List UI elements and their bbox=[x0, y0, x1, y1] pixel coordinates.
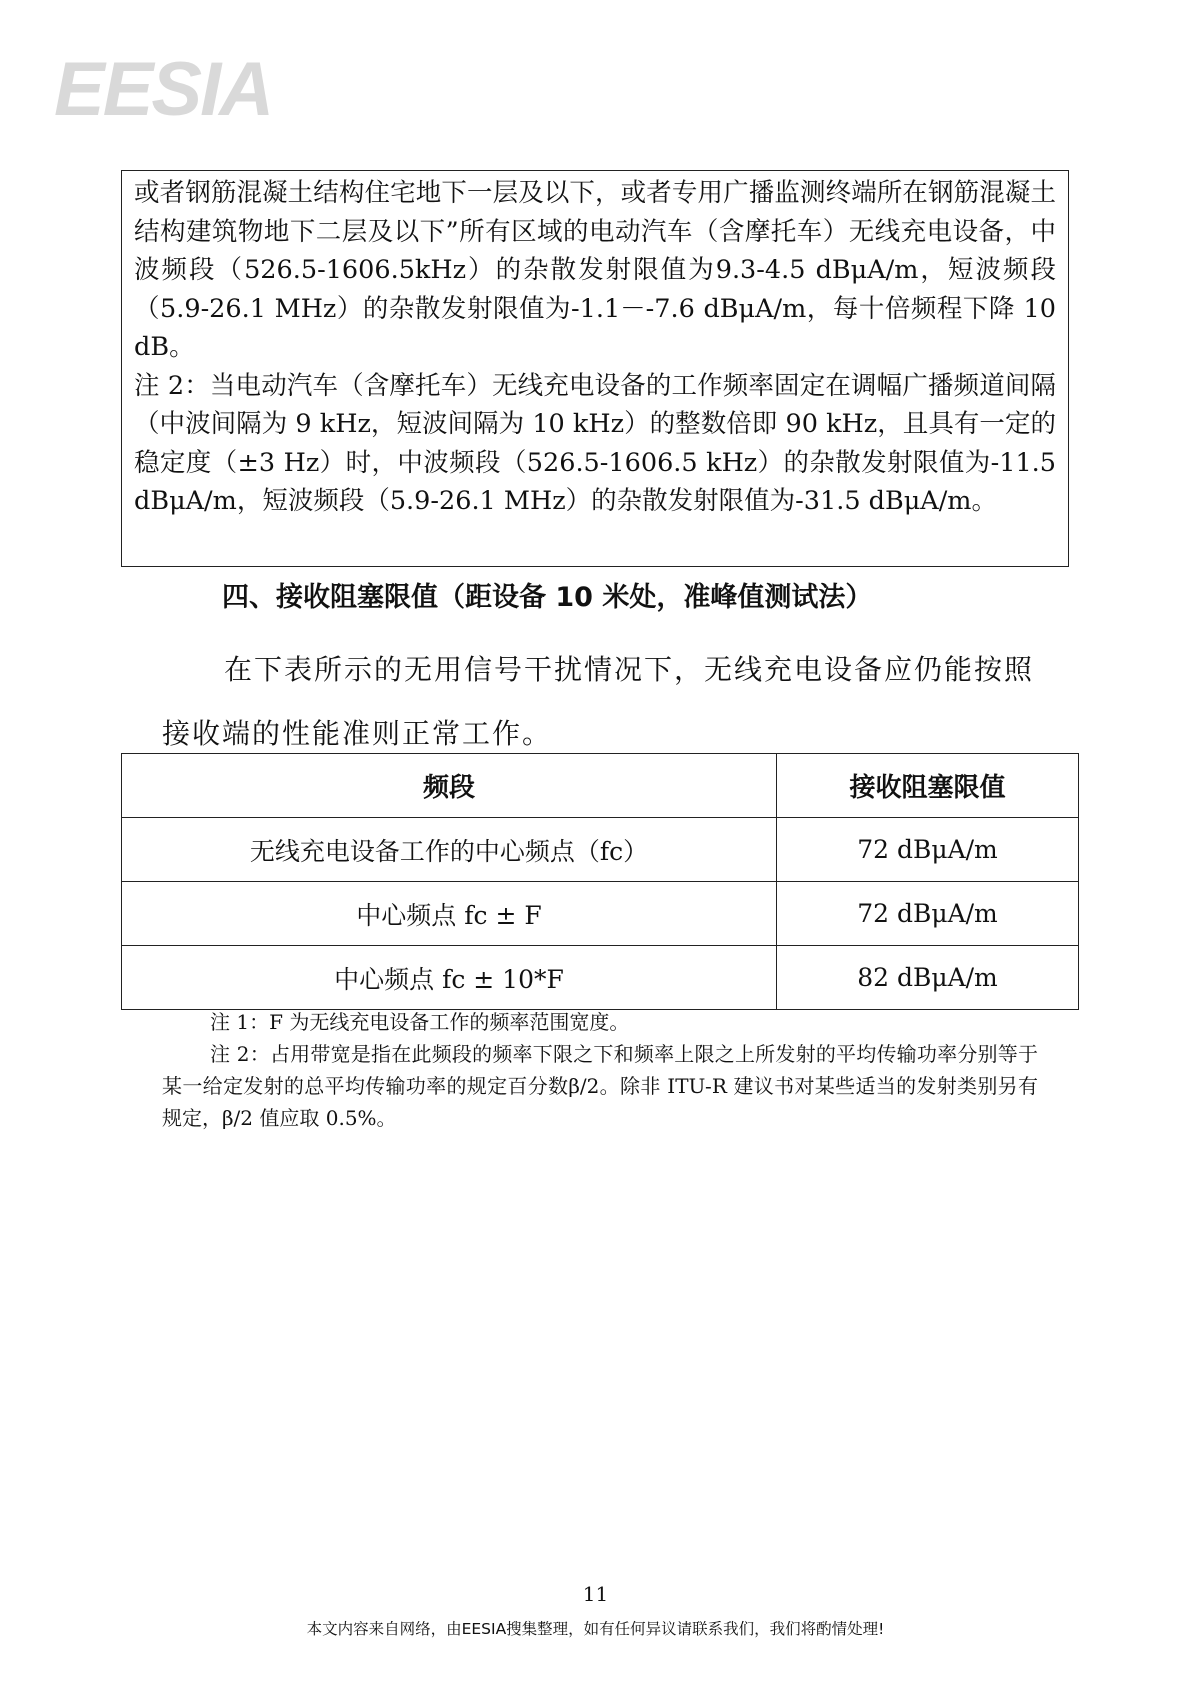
table-footnotes bbox=[162, 1006, 1038, 1134]
table-row bbox=[122, 882, 1079, 946]
note-paragraph-1: 或者钢筋混凝土结构住宅地下一层及以下，或者专用广播监测终端所在钢筋混凝土结构建筑物地下二层及以下”所有区域的电动汽车（含摩托车）无线充电设备，中波频段（526.5-1606.5kHz）的杂散发射限值为9.3-4.5 dBμA/m，短波频段（5.9-26.1 MHz）的杂散发射限值为-1.1－-7.6 dBμA/m，每十倍频程下降 10 dB。 bbox=[134, 178, 1056, 362]
limit-cell: 72 dBμA/m bbox=[777, 882, 1079, 946]
page-number: 11 bbox=[582, 1582, 609, 1606]
band-cell: 无线充电设备工作的中心频点（fc） bbox=[122, 818, 777, 882]
footnote-2: 注 2：占用带宽是指在此频段的频率下限之下和频率上限之上所发射的平均传输功率分别等于某一给定发射的总平均传输功率的规定百分数β/2。除非 ITU-R 建议书对某些适当的发射类别另有规定，β/2 值应取 0.5%。 bbox=[162, 1042, 1038, 1130]
band-cell: 中心频点 fc ± F bbox=[122, 882, 777, 946]
table-row bbox=[122, 946, 1079, 1010]
note-paragraph-2: 注 2：当电动汽车（含摩托车）无线充电设备的工作频率固定在调幅广播频道间隔（中波间隔为 9 kHz，短波间隔为 10 kHz）的整数倍即 90 kHz，且具有一定的稳定度（±3 Hz）时，中波频段（526.5-1606.5 kHz）的杂散发射限值为-11.5 dBμA/m，短波频段（5.9-26.1 MHz）的杂散发射限值为-31.5 dBμA/m。 bbox=[134, 370, 1056, 516]
column-header-limit: 接收阻塞限值 bbox=[777, 754, 1079, 818]
column-header-band: 频段 bbox=[122, 754, 777, 818]
table-row bbox=[122, 818, 1079, 882]
note-box bbox=[121, 170, 1069, 567]
limit-cell: 72 dBμA/m bbox=[777, 818, 1079, 882]
footnote-1: 注 1：F 为无线充电设备工作的频率范围宽度。 bbox=[210, 1010, 630, 1034]
section-heading: 四、接收阻塞限值（距设备 10 米处，准峰值测试法） bbox=[222, 582, 873, 613]
table-header-row bbox=[122, 754, 1079, 818]
limit-cell: 82 dBμA/m bbox=[777, 946, 1079, 1010]
blocking-limits-table bbox=[121, 753, 1079, 1010]
section-paragraph: 在下表所示的无用信号干扰情况下，无线充电设备应仍能按照接收端的性能准则正常工作。 bbox=[162, 653, 1035, 750]
band-cell: 中心频点 fc ± 10*F bbox=[122, 946, 777, 1010]
eesia-logo: EESIA bbox=[54, 47, 273, 132]
footer-disclaimer: 本文内容来自网络，由EESIA搜集整理，如有任何异议请联系我们，我们将酌情处理! bbox=[306, 1620, 885, 1638]
